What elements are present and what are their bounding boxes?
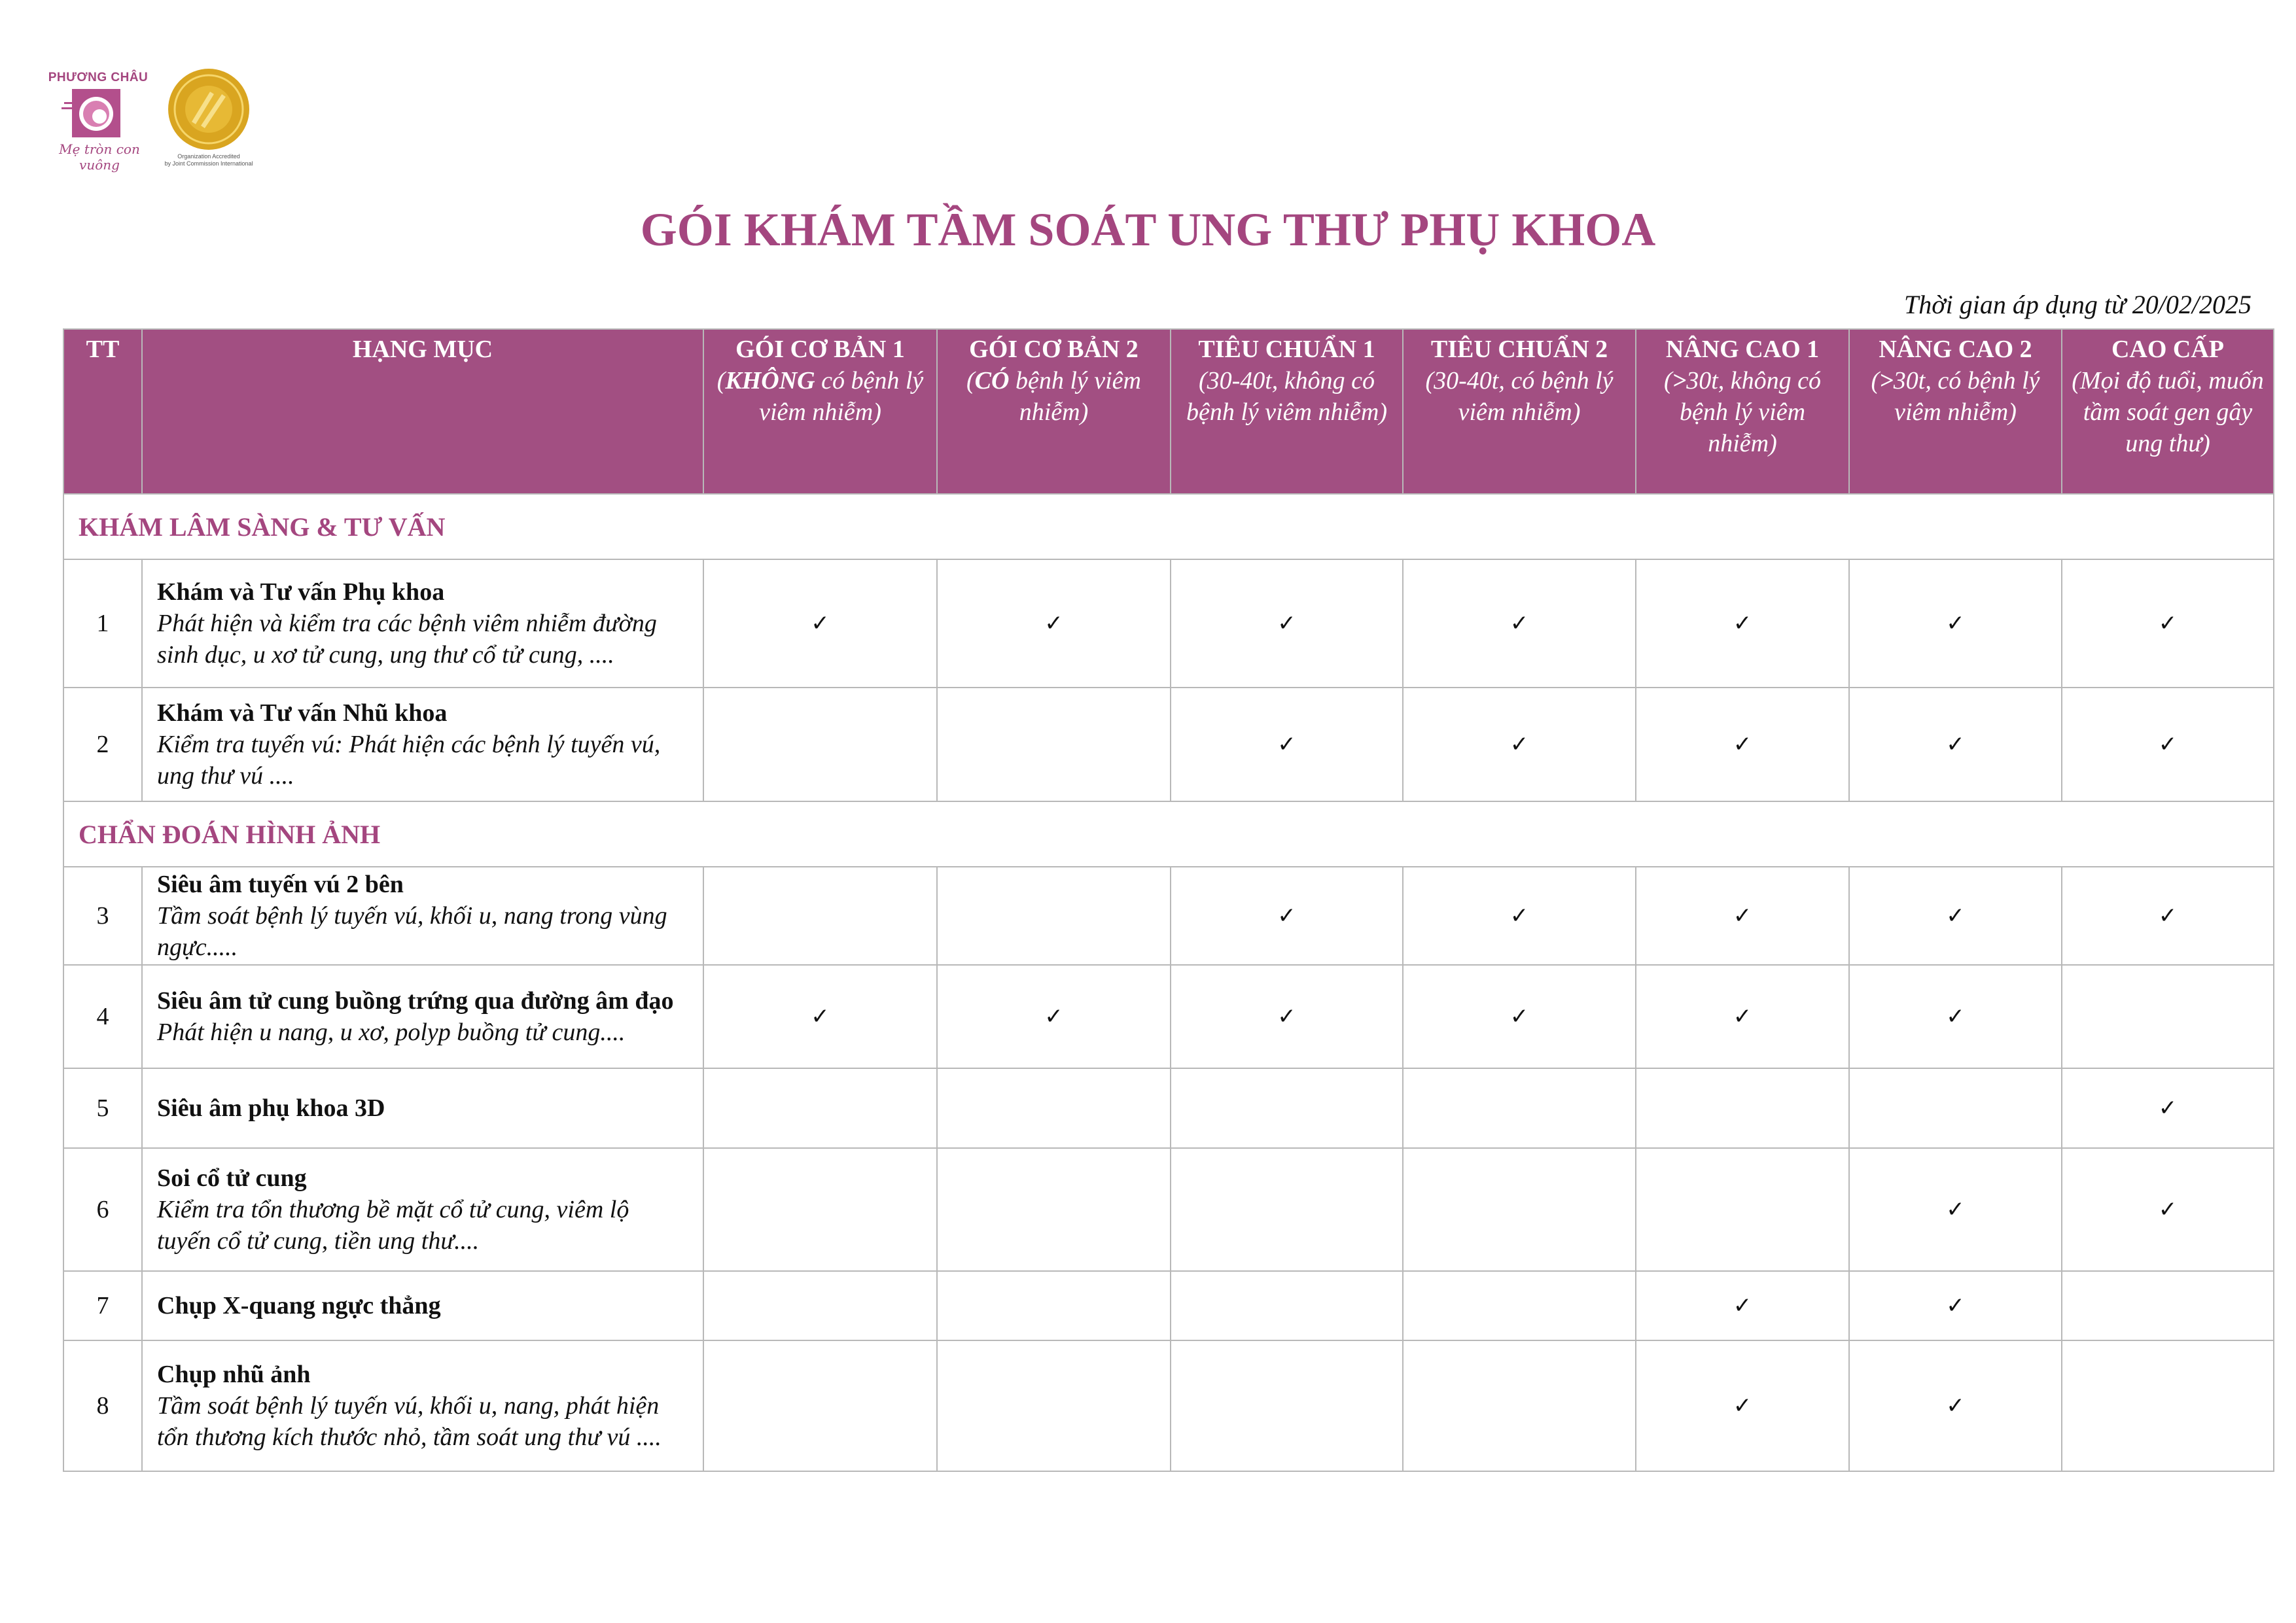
package-cell	[2062, 688, 2274, 801]
item-cell	[142, 867, 703, 965]
col-header-item: HẠNG MỤC	[142, 329, 703, 494]
table-row	[63, 965, 2274, 1068]
item-description: Tầm soát bệnh lý tuyến vú, khối u, nang trong vùng ngực.....	[157, 902, 667, 961]
section-header-row	[63, 801, 2274, 867]
table-row	[63, 1340, 2274, 1471]
package-cell	[1636, 1068, 1849, 1148]
row-number: 2	[63, 688, 142, 801]
checkmark-icon: ✓	[1946, 610, 1965, 637]
item-cell	[142, 1271, 703, 1340]
table-row	[63, 1068, 2274, 1148]
package-cell	[703, 688, 937, 801]
row-number: 6	[63, 1148, 142, 1271]
checkmark-icon: ✓	[1946, 1293, 1965, 1319]
package-cell	[2062, 1068, 2274, 1148]
item-description: Kiểm tra tổn thương bề mặt cổ tử cung, viêm lộ tuyến cổ tử cung, tiền ung thư....	[157, 1196, 629, 1255]
item-name: Khám và Tư vấn Phụ khoa	[157, 578, 445, 606]
col-header-tieu-chuan-1: TIÊU CHUẨN 1 (30-40t, không có bệnh lý viêm nhiễm)	[1171, 329, 1403, 494]
package-cell	[1403, 1148, 1636, 1271]
checkmark-icon: ✓	[1733, 1003, 1752, 1030]
item-description: Tầm soát bệnh lý tuyến vú, khối u, nang, phát hiện tổn thương kích thước nhỏ, tầm soát ung thư vú ....	[157, 1392, 662, 1451]
package-cell	[937, 688, 1171, 801]
item-name: Khám và Tư vấn Nhũ khoa	[157, 699, 448, 727]
item-name: Siêu âm phụ khoa 3D	[157, 1094, 385, 1122]
item-name: Chụp nhũ ảnh	[157, 1361, 311, 1388]
col-header-co-ban-1: GÓI CƠ BẢN 1 (KHÔNG có bệnh lý viêm nhiễm)	[703, 329, 937, 494]
package-cell	[703, 1148, 937, 1271]
checkmark-icon: ✓	[2158, 610, 2178, 637]
col-header-nang-cao-1: NÂNG CAO 1 (>30t, không có bệnh lý viêm nhiễm)	[1636, 329, 1849, 494]
checkmark-icon: ✓	[1733, 903, 1752, 929]
checkmark-icon: ✓	[2158, 731, 2178, 758]
package-comparison-table	[63, 328, 2274, 1472]
package-cell	[1849, 1271, 2062, 1340]
col-header-co-ban-2: GÓI CƠ BẢN 2 (CÓ bệnh lý viêm nhiễm)	[937, 329, 1171, 494]
item-cell	[142, 965, 703, 1068]
checkmark-icon: ✓	[1946, 731, 1965, 758]
checkmark-icon: ✓	[1733, 1293, 1752, 1319]
checkmark-icon: ✓	[1733, 610, 1752, 637]
package-cell	[1636, 1271, 1849, 1340]
item-name: Chụp X-quang ngực thẳng	[157, 1292, 441, 1319]
table-row	[63, 559, 2274, 688]
col-header-tieu-chuan-2: TIÊU CHUẨN 2 (30-40t, có bệnh lý viêm nhiễm)	[1403, 329, 1636, 494]
package-cell	[1636, 867, 1849, 965]
package-cell	[937, 867, 1171, 965]
header-logos	[44, 64, 260, 175]
table-row	[63, 688, 2274, 801]
checkmark-icon: ✓	[2158, 1196, 2178, 1223]
item-description: Phát hiện và kiểm tra các bệnh viêm nhiễm đường sinh dục, u xơ tử cung, ung thư cổ tử cung, ....	[157, 610, 657, 669]
package-cell	[1403, 867, 1636, 965]
row-number: 5	[63, 1068, 142, 1148]
col-header-tt: TT	[63, 329, 142, 494]
package-cell	[1849, 1340, 2062, 1471]
row-number: 3	[63, 867, 142, 965]
table-row	[63, 1148, 2274, 1271]
package-cell	[703, 965, 937, 1068]
table-row	[63, 1271, 2274, 1340]
item-description: Kiểm tra tuyến vú: Phát hiện các bệnh lý tuyến vú, ung thư vú ....	[157, 731, 661, 790]
package-cell	[1403, 1271, 1636, 1340]
package-cell	[1849, 688, 2062, 801]
package-cell	[703, 867, 937, 965]
package-cell	[1403, 1068, 1636, 1148]
package-cell	[1171, 688, 1403, 801]
package-cell	[1849, 867, 2062, 965]
checkmark-icon: ✓	[1277, 903, 1296, 929]
package-cell	[703, 1340, 937, 1471]
table-body	[63, 494, 2274, 1471]
package-cell	[1171, 1148, 1403, 1271]
package-cell	[1403, 1340, 1636, 1471]
package-cell	[703, 559, 937, 688]
package-cell	[703, 1271, 937, 1340]
effective-date-note: Thời gian áp dụng từ 20/02/2025	[1904, 290, 2252, 319]
checkmark-icon: ✓	[1733, 731, 1752, 758]
checkmark-icon: ✓	[1510, 903, 1529, 929]
row-number: 4	[63, 965, 142, 1068]
col-header-cao-cap: CAO CẤP (Mọi độ tuổi, muốn tầm soát gen gây ung thư)	[2062, 329, 2274, 494]
package-cell	[1636, 559, 1849, 688]
checkmark-icon: ✓	[1044, 1003, 1063, 1030]
package-cell	[1636, 1340, 1849, 1471]
package-cell	[937, 1271, 1171, 1340]
package-cell	[1171, 559, 1403, 688]
checkmark-icon: ✓	[1510, 1003, 1529, 1030]
item-name: Soi cổ tử cung	[157, 1164, 307, 1192]
package-cell	[1171, 867, 1403, 965]
checkmark-icon: ✓	[1946, 1393, 1965, 1419]
checkmark-icon: ✓	[2158, 1095, 2178, 1121]
package-cell	[1171, 1068, 1403, 1148]
package-cell	[1636, 965, 1849, 1068]
package-cell	[937, 1340, 1171, 1471]
item-cell	[142, 1068, 703, 1148]
table-header-row	[63, 329, 2274, 494]
package-cell	[2062, 559, 2274, 688]
page-title: GÓI KHÁM TẦM SOÁT UNG THƯ PHỤ KHOA	[640, 203, 1656, 256]
package-cell	[1171, 1271, 1403, 1340]
accreditation-text: Organization Accredited by Joint Commission International	[164, 153, 253, 167]
checkmark-icon: ✓	[811, 1003, 830, 1030]
jci-gold-seal-icon	[166, 67, 251, 152]
package-cell	[1403, 965, 1636, 1068]
item-cell	[142, 688, 703, 801]
item-cell	[142, 1340, 703, 1471]
row-number: 8	[63, 1340, 142, 1471]
checkmark-icon: ✓	[1946, 1003, 1965, 1030]
item-name: Siêu âm tử cung buồng trứng qua đường âm đạo	[157, 987, 674, 1015]
package-cell	[2062, 867, 2274, 965]
checkmark-icon: ✓	[1946, 1196, 1965, 1223]
package-cell	[1849, 559, 2062, 688]
brand-name: PHƯƠNG CHÂU	[48, 71, 149, 84]
brand-slogan: Mẹ tròn con vuông	[59, 141, 140, 173]
checkmark-icon: ✓	[1277, 610, 1296, 637]
package-cell	[1636, 688, 1849, 801]
item-description: Phát hiện u nang, u xơ, polyp buồng tử cung....	[157, 1019, 626, 1046]
package-cell	[2062, 965, 2274, 1068]
package-cell	[937, 1148, 1171, 1271]
checkmark-icon: ✓	[1733, 1393, 1752, 1419]
package-cell	[1849, 1068, 2062, 1148]
row-number: 1	[63, 559, 142, 688]
item-cell	[142, 559, 703, 688]
item-cell	[142, 1148, 703, 1271]
package-cell	[2062, 1271, 2274, 1340]
package-cell	[2062, 1340, 2274, 1471]
checkmark-icon: ✓	[1510, 610, 1529, 637]
package-cell	[1849, 1148, 2062, 1271]
section-title: KHÁM LÂM SÀNG & TƯ VẤN	[63, 494, 2274, 559]
item-name: Siêu âm tuyến vú 2 bên	[157, 871, 404, 898]
table-row	[63, 867, 2274, 965]
col-header-nang-cao-2: NÂNG CAO 2 (>30t, có bệnh lý viêm nhiễm)	[1849, 329, 2062, 494]
package-cell	[2062, 1148, 2274, 1271]
section-header-row	[63, 494, 2274, 559]
package-cell	[1636, 1148, 1849, 1271]
checkmark-icon: ✓	[1277, 731, 1296, 758]
package-cell	[937, 559, 1171, 688]
checkmark-icon: ✓	[1277, 1003, 1296, 1030]
checkmark-icon: ✓	[1044, 610, 1063, 637]
checkmark-icon: ✓	[1946, 903, 1965, 929]
package-cell	[703, 1068, 937, 1148]
package-cell	[1403, 559, 1636, 688]
package-cell	[1849, 965, 2062, 1068]
checkmark-icon: ✓	[811, 610, 830, 637]
package-cell	[937, 1068, 1171, 1148]
checkmark-icon: ✓	[2158, 903, 2178, 929]
section-title: CHẨN ĐOÁN HÌNH ẢNH	[63, 801, 2274, 867]
package-cell	[1171, 965, 1403, 1068]
checkmark-icon: ✓	[1510, 731, 1529, 758]
package-cell	[1171, 1340, 1403, 1471]
package-cell	[937, 965, 1171, 1068]
row-number: 7	[63, 1271, 142, 1340]
package-cell	[1403, 688, 1636, 801]
